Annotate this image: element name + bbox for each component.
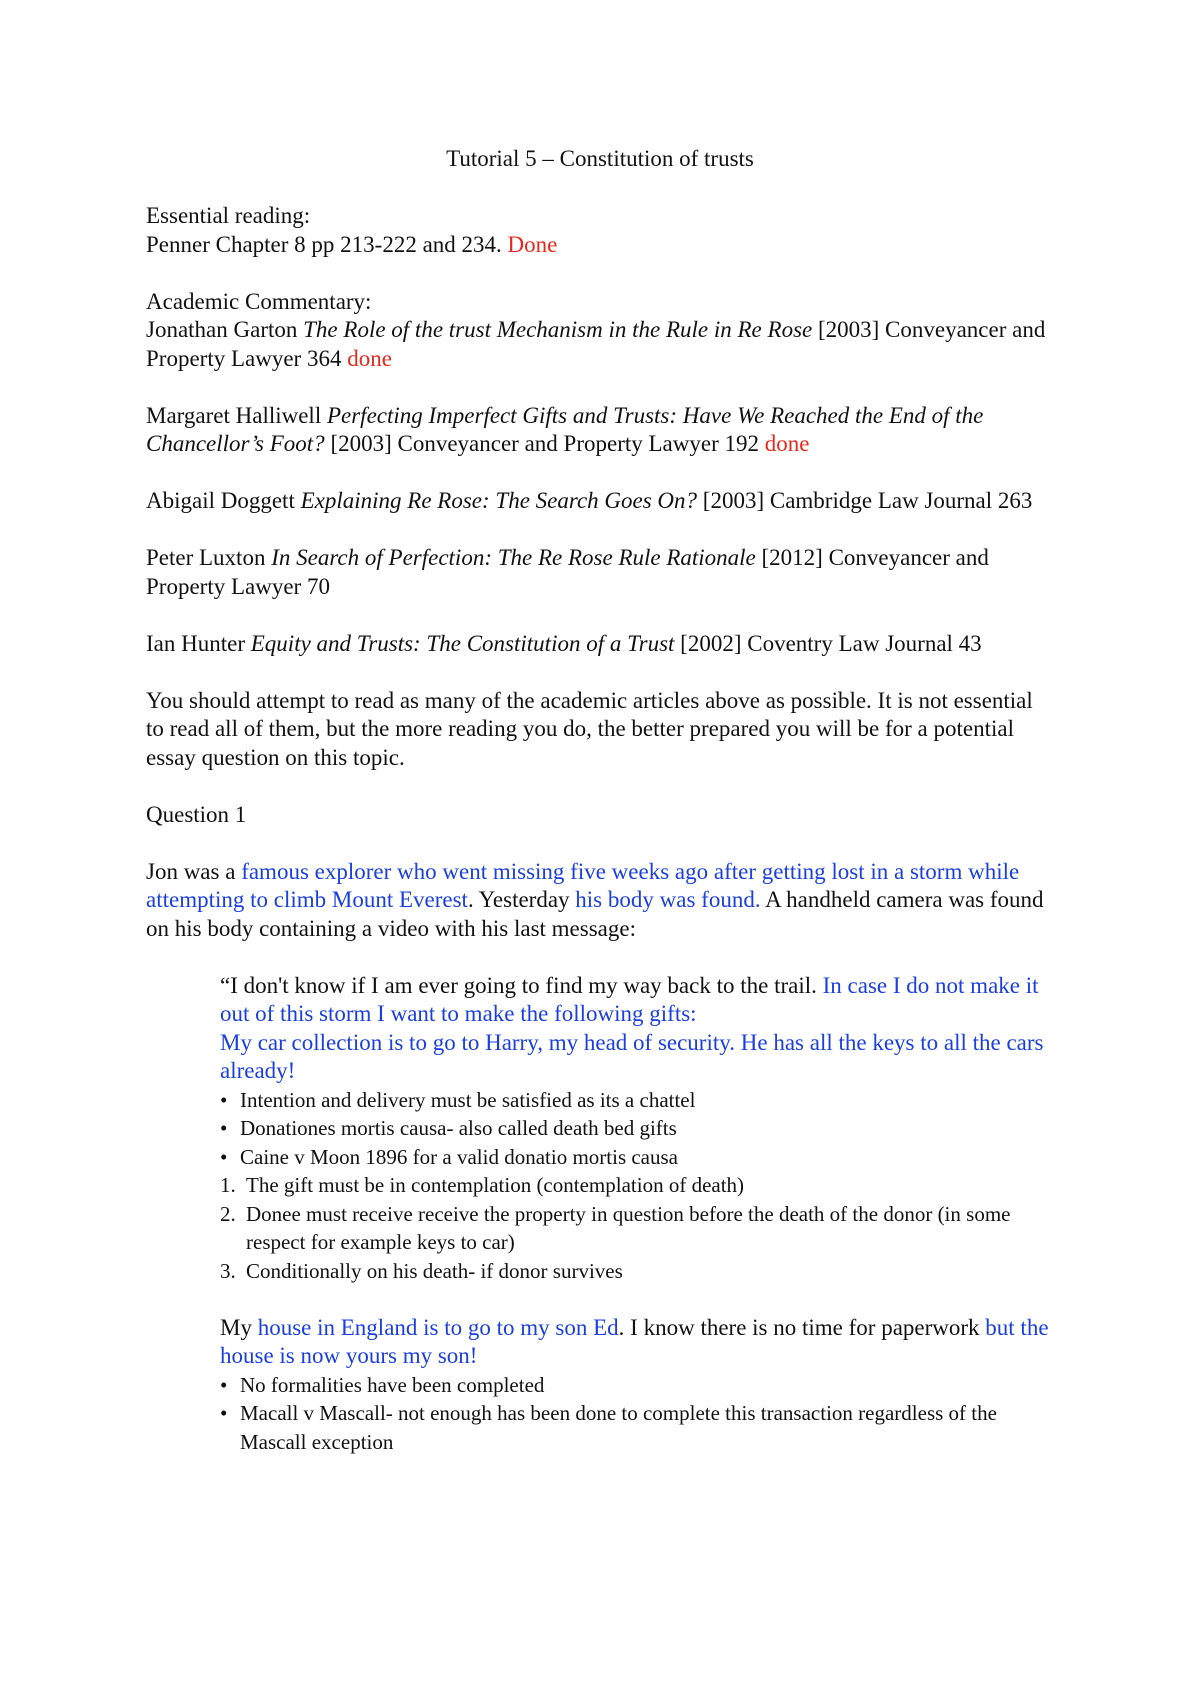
done-marker: done bbox=[347, 345, 392, 371]
advice-paragraph: You should attempt to read as many of the academic articles above as possible. It is not essential to read all of them, but the more reading you do, the better prepared you will be for a potential essay question on this topic. bbox=[146, 687, 1033, 770]
scenario-paragraph bbox=[146, 858, 1056, 944]
highlighted-text: My car collection is to go to Harry, my head of security. He has all the keys to all the cars already! bbox=[220, 1029, 1044, 1083]
reference-author: Peter Luxton bbox=[146, 545, 266, 570]
reference-item bbox=[146, 288, 1056, 374]
quote-text: “I don't know if I am ever going to find my way back to the trail. bbox=[220, 972, 817, 998]
numbered-item bbox=[220, 1257, 1056, 1286]
bullet-icon: • bbox=[220, 1144, 228, 1169]
numbered-item-text: Conditionally on his death- if donor survives bbox=[246, 1258, 623, 1283]
highlighted-text: house in England is to go to my son Ed bbox=[257, 1314, 619, 1340]
question-heading: Question 1 bbox=[146, 801, 247, 827]
done-marker: done bbox=[764, 431, 810, 456]
list-item bbox=[220, 1114, 1056, 1143]
essential-text: Penner Chapter 8 pp 213-222 and 234. bbox=[146, 231, 502, 257]
reference-item bbox=[146, 544, 1056, 601]
bullet-icon: • bbox=[220, 1087, 228, 1112]
dmc-requirements-list bbox=[220, 1171, 1056, 1285]
scenario-text: Jon was a bbox=[146, 858, 236, 884]
house-notes-list bbox=[220, 1371, 1056, 1457]
done-marker: Done bbox=[507, 231, 558, 257]
reference-author: Abigail Doggett bbox=[146, 488, 295, 513]
list-item bbox=[220, 1371, 1056, 1400]
numbered-item bbox=[220, 1171, 1056, 1200]
page-title: Tutorial 5 – Constitution of trusts bbox=[446, 146, 754, 171]
academic-heading: Academic Commentary: bbox=[146, 288, 372, 314]
reference-title: In Search of Perfection: The Re Rose Rule Rationale bbox=[271, 545, 756, 570]
reference-author: Ian Hunter bbox=[146, 630, 245, 656]
reference-citation: [2003] Conveyancer and Property Lawyer 192 bbox=[330, 431, 759, 456]
reference-item bbox=[146, 487, 1056, 516]
item-number: 1. bbox=[220, 1173, 236, 1197]
reference-citation: [2002] Coventry Law Journal 43 bbox=[680, 630, 982, 656]
list-item-text: Intention and delivery must be satisfied as its a chattel bbox=[240, 1087, 696, 1112]
essential-heading: Essential reading: bbox=[146, 203, 311, 228]
document-body bbox=[146, 202, 1056, 1456]
scenario-text: A handheld camera was found on his body containing a video with his last message: bbox=[146, 887, 1044, 941]
numbered-item-text: The gift must be in contemplation (contemplation of death) bbox=[246, 1173, 745, 1197]
quoted-message bbox=[220, 972, 1056, 1457]
reference-title: Explaining Re Rose: The Search Goes On? bbox=[300, 488, 698, 513]
reference-title: The Role of the trust Mechanism in the Rule in Re Rose bbox=[303, 317, 813, 342]
reference-citation: [2012] Conveyancer and Property Lawyer 70 bbox=[146, 545, 989, 599]
bullet-icon: • bbox=[220, 1372, 228, 1397]
scenario-text: . Yesterday bbox=[467, 887, 570, 912]
list-item-text: No formalities have been completed bbox=[240, 1372, 545, 1397]
car-notes-list bbox=[220, 1086, 1056, 1172]
reference-item bbox=[146, 630, 1056, 659]
reference-author: Margaret Halliwell bbox=[146, 402, 322, 428]
list-item bbox=[220, 1143, 1056, 1172]
reference-citation: [2003] Cambridge Law Journal 263 bbox=[702, 488, 1033, 513]
item-number: 3. bbox=[220, 1258, 236, 1283]
bullet-icon: • bbox=[220, 1401, 228, 1425]
reference-citation: [2003] Conveyancer and Property Lawyer 364 bbox=[146, 317, 1046, 371]
quote-paragraph bbox=[220, 972, 1056, 1086]
house-paragraph bbox=[220, 1314, 1056, 1371]
list-item-text: Donationes mortis causa- also called death bed gifts bbox=[240, 1116, 677, 1140]
reference-author: Jonathan Garton bbox=[146, 317, 298, 342]
list-item-text: Caine v Moon 1896 for a valid donatio mortis causa bbox=[240, 1144, 678, 1169]
list-item-text: Macall v Mascall- not enough has been done to complete this transaction regardless of the Mascall exception bbox=[240, 1401, 997, 1454]
reference-item bbox=[146, 402, 1056, 459]
essential-reading bbox=[146, 202, 1056, 259]
reference-title: Equity and Trusts: The Constitution of a Trust bbox=[250, 630, 675, 656]
numbered-item bbox=[220, 1200, 1056, 1257]
numbered-item-text: Donee must receive receive the property in question before the death of the donor (in some respect for example keys to car) bbox=[246, 1201, 1011, 1254]
list-item bbox=[220, 1399, 1056, 1456]
item-number: 2. bbox=[220, 1201, 236, 1226]
quote-text: My bbox=[220, 1314, 252, 1340]
reference-title: Perfecting Imperfect Gifts and Trusts: Have We Reached the End of the Chancellor’s Foot? bbox=[146, 402, 984, 456]
highlighted-text: but the house is now yours my son! bbox=[220, 1314, 1049, 1368]
highlighted-text: In case I do not make it out of this storm I want to make the following gifts: bbox=[220, 972, 1039, 1026]
highlighted-text: famous explorer who went missing five weeks ago after getting lost in a storm while attempting to climb Mount Everest bbox=[146, 858, 1020, 912]
highlighted-text: his body was found. bbox=[575, 887, 761, 912]
bullet-icon: • bbox=[220, 1116, 228, 1140]
list-item bbox=[220, 1086, 1056, 1115]
quote-text: . I know there is no time for paperwork bbox=[618, 1314, 980, 1340]
